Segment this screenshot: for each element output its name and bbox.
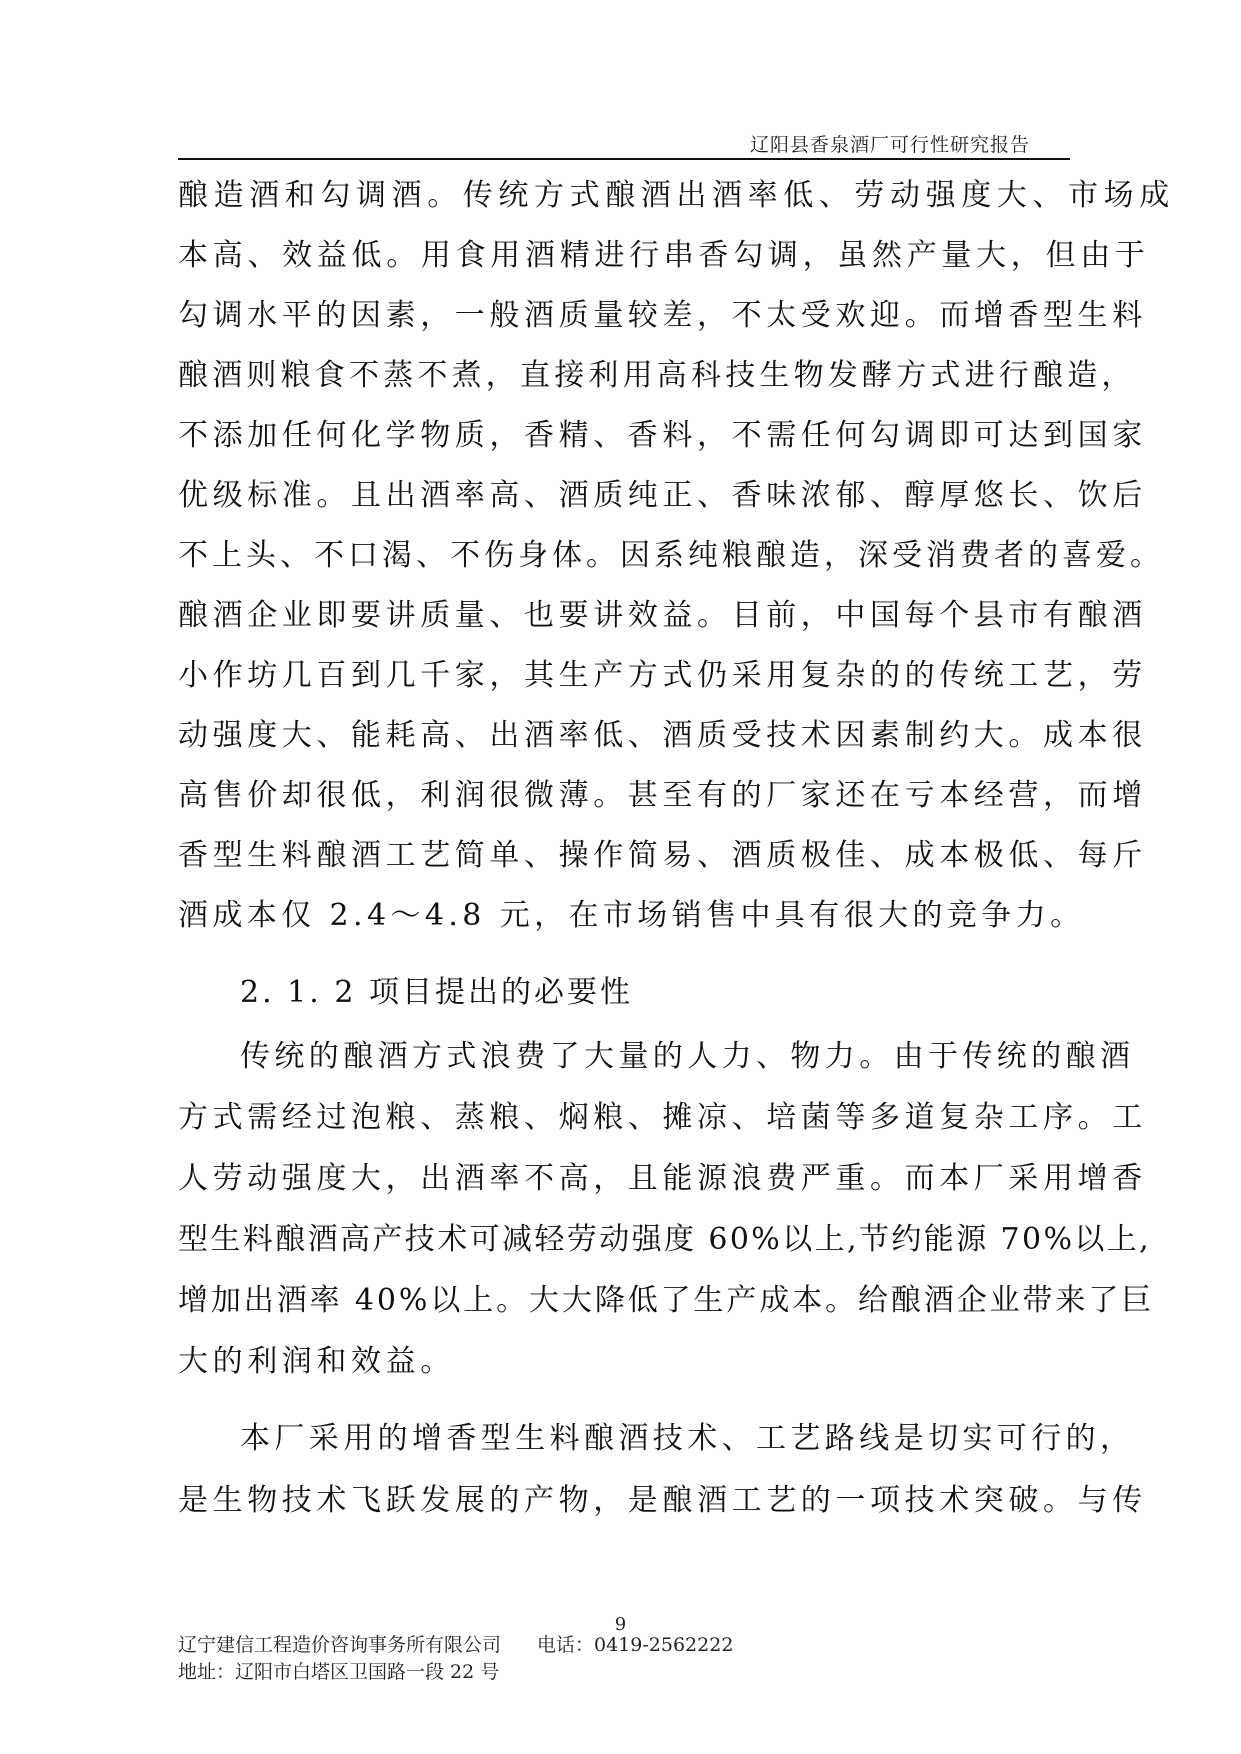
text-line: 勾调水平的因素，一般酒质量较差，不太受欢迎。而增香型生料: [178, 298, 1147, 333]
text-line: 酿酒企业即要讲质量、也要讲效益。目前，中国每个县市有酿酒: [178, 598, 1147, 633]
text-line: 优级标准。且出酒率高、酒质纯正、香味浓郁、醇厚悠长、饮后: [178, 478, 1147, 513]
header-title: 辽阳县香泉酒厂可行性研究报告: [749, 134, 1030, 156]
page-footer: [178, 1633, 733, 1687]
text-line: 增加出酒率 40%以上。大大降低了生产成本。给酿酒企业带来了巨: [178, 1283, 1155, 1318]
page-number: 9: [614, 1614, 627, 1635]
text-line: 高售价却很低，利润很微薄。甚至有的厂家还在亏本经营，而增: [178, 778, 1147, 813]
text-line: 酿酒则粮食不蒸不煮，直接利用高科技生物发酵方式进行酿造，: [178, 358, 1136, 393]
footer-address: 地址：辽阳市白塔区卫国路一段 22 号: [178, 1661, 500, 1683]
text-line: 方式需经过泡粮、蒸粮、焖粮、摊凉、培菌等多道复杂工序。工: [178, 1100, 1147, 1135]
footer-company: 辽宁建信工程造价咨询事务所有限公司: [178, 1634, 502, 1656]
header-rule: [178, 158, 1070, 160]
text-line: 动强度大、能耗高、出酒率低、酒质受技术因素制约大。成本很: [178, 718, 1147, 753]
text-line: 小作坊几百到几千家，其生产方式仍采用复杂的的传统工艺，劳: [178, 658, 1147, 693]
footer-contact-row: [178, 1633, 733, 1660]
text-line: 是生物技术飞跃发展的产物，是酿酒工艺的一项技术突破。与传: [178, 1483, 1147, 1518]
text-line: 大的利润和效益。: [178, 1344, 455, 1379]
text-line: 型生料酿酒高产技术可减轻劳动强度 60%以上,节约能源 70%以上,: [178, 1222, 1152, 1257]
footer-phone: 电话：0419-2562222: [537, 1634, 734, 1656]
text-line: 传统的酿酒方式浪费了大量的人力、物力。由于传统的酿酒: [240, 1039, 1135, 1074]
text-line: 本厂采用的增香型生料酿酒技术、工艺路线是切实可行的，: [240, 1421, 1135, 1456]
text-line: 本高、效益低。用食用酒精进行串香勾调，虽然产量大，但由于: [178, 238, 1150, 273]
text-line: 不上头、不口渴、不伤身体。因系纯粮酿造，深受消费者的喜爱。: [178, 538, 1164, 573]
text-line: 人劳动强度大，出酒率不高，且能源浪费严重。而本厂采用增香: [178, 1161, 1147, 1196]
text-line: 酒成本仅 2.4～4.8 元，在市场销售中具有很大的竞争力。: [178, 898, 1085, 933]
text-line: 酿造酒和勾调酒。传统方式酿酒出酒率低、劳动强度大、市场成: [178, 178, 1175, 213]
section-heading: 2. 1. 2 项目提出的必要性: [240, 975, 633, 1010]
text-line: 不添加任何化学物质，香精、香料，不需任何勾调即可达到国家: [178, 418, 1147, 453]
text-line: 香型生料酿酒工艺简单、操作简易、酒质极佳、成本极低、每斤: [178, 838, 1147, 873]
page-header: [178, 126, 1070, 158]
